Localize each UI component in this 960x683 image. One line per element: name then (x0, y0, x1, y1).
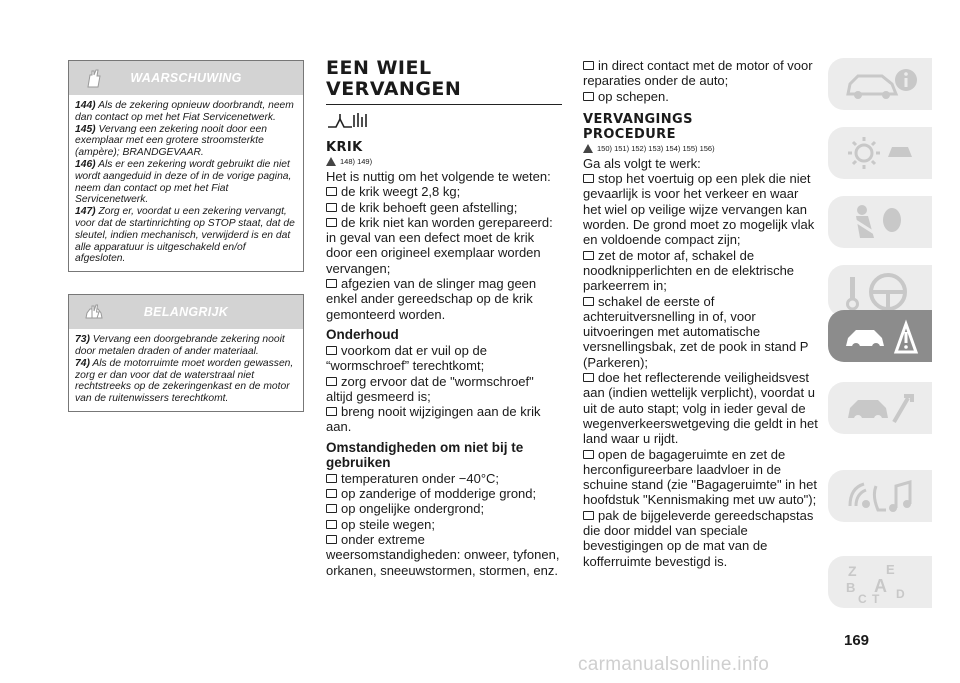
warning-item: 147) Zorg er, voordat u een zekering vervangt, voor dat de startinrichting op STOP staat, dat de sleutel, indien mechanisch, verwijderd is en dat alle apparatuur is uitgeschakeld en/of afgesloten. (75, 206, 295, 265)
car-info-icon (842, 64, 922, 106)
bullet-item: schakel de eerste of achteruitversnelling in of, voor uitvoeringen met automatische versnellingsbak, zet de pook in stand P (Parkeren); (583, 293, 809, 370)
bullet-item: afgezien van de slinger mag geen enkel ander gereedschap op de krik gemonteerd worden. (326, 276, 537, 322)
bullet-item: op schepen. (583, 89, 819, 104)
tab-car-info[interactable] (828, 58, 932, 110)
bullet-item: de krik weegt 2,8 kg; (326, 184, 562, 199)
warning-ref-icon (326, 157, 336, 166)
bullet-item: op ongelijke ondergrond; (326, 501, 562, 516)
airbag-safety-icon (842, 202, 922, 244)
warning-box (68, 60, 304, 272)
bullet-item: breng nooit wijzigingen aan de krik aan. (326, 404, 541, 435)
index-letter: B (846, 580, 856, 595)
index-letter: Z (848, 563, 857, 579)
warning-ref-icon (583, 144, 593, 153)
important-item: 74) Als de motorruimte moet worden gewassen, zorg er dan voor dat de waterstraal niet rechtstreeks op de zekeringenkast en de motor van de ruitenwissers terechtkomt. (75, 357, 294, 405)
warning-header (69, 61, 303, 95)
section-title: EEN WIEL VERVANGEN (326, 57, 462, 100)
jack-tool-icon (326, 111, 368, 131)
krik-title: KRIK (326, 140, 363, 155)
maintenance-car-icon (842, 388, 922, 430)
krik-refs: 148) 149) (326, 157, 562, 166)
procedure-refs: 150) 151) 152) 153) 154) 155) 156) (583, 144, 819, 153)
right-column (583, 58, 819, 569)
warning-title: WAARSCHUWING (130, 71, 242, 85)
important-item: 73) Vervang een doorgebrande zekering nooit door metalen draden of ander materiaal. (75, 334, 285, 357)
bullet-item: zet de motor af, schakel de noodknipperlichten en de elektrische parkeerrem in; (583, 247, 795, 294)
bullet-item: zorg ervoor dat de "wormschroef" altijd gesmeerd is; (326, 373, 534, 404)
maintenance-title: Onderhoud (326, 326, 399, 342)
bullet-item: de krik behoeft geen afstelling; (326, 200, 562, 215)
procedure-title: VERVANGINGS PROCEDURE (583, 111, 693, 142)
index-letter: E (886, 562, 895, 577)
index-letter: C (858, 592, 867, 604)
warning-item: 146) Als er een zekering wordt gebruikt die niet wordt aangeduid in deze of in de vorige pagina, neem dan contact op met het Fiat Servicenetwerk. (75, 158, 292, 206)
bullet-item: pak de bijgeleverde gereedschapstas die door middel van speciale bevestigingen op de mat van de kofferruimte bevestigd is. (583, 507, 814, 569)
intro-text: Ga als volgt te werk: (583, 155, 701, 171)
tab-dashboard-lights[interactable] (828, 127, 932, 179)
warning-item: 144) Als de zekering opnieuw doorbrandt, neem dan contact op met het Fiat Servicenetwerk. (75, 100, 294, 123)
important-header (69, 295, 303, 329)
multimedia-icon (842, 476, 922, 518)
important-body (69, 329, 303, 411)
bullet-item: op zanderige of modderige grond; (326, 486, 562, 501)
alphabetical-index-icon (842, 562, 922, 604)
intro-text: Het is nuttig om het volgende te weten: (326, 169, 551, 184)
bullet-item: stop het voertuig op een plek die niet gevaarlijk is voor het verkeer en waar het wiel op veilige wijze vervangen kan worden. De grond moet zo mogelijk vlak en voldoende compact zijn; (583, 171, 815, 248)
title-rule (326, 104, 562, 105)
tab-multimedia[interactable] (828, 470, 932, 522)
bullet-item: in direct contact met de motor of voor reparaties onder de auto; (583, 58, 813, 89)
index-letter: A (874, 576, 887, 596)
bullet-item: open de bagageruimte en zet de herconfigureerbare laadvloer in de schuine stand (zie "Bagageruimte" in het hoofdstuk "Kennismaking met uw auto"); (583, 446, 817, 508)
bullet-item: voorkom dat er vuil op de “wormschroef” terechtkomt; (326, 342, 487, 374)
paragraph: in geval van een defect moet de krik door een origineel exemplaar worden vervangen; (326, 230, 541, 276)
tab-emergency[interactable] (828, 310, 932, 362)
bullet-item: onder extreme (326, 532, 562, 547)
emergency-breakdown-icon (842, 316, 922, 358)
paragraph: weersomstandigheden: onweer, tyfonen, orkanen, sneeuwstormen, stormen, enz. (326, 547, 560, 578)
bullet-item: doe het reflecterende veiligheidsvest aan (indien wettelijk verplicht), voordat u uit de auto stapt; volg in ieder geval de wegenverkeerswetgeving die geldt in het land waar u rijdt. (583, 370, 818, 447)
important-title: BELANGRIJK (143, 305, 229, 320)
bullet-item: de krik niet kan worden gerepareerd: (326, 215, 562, 230)
tab-airbag-safety[interactable] (828, 196, 932, 248)
warning-item: 145) Vervang een zekering nooit door een exemplaar met een grotere stroomsterkte (ampère); BRANDGEVAAR. (75, 123, 267, 159)
tab-index[interactable] (828, 556, 932, 608)
conditions-title: Omstandigheden om niet bij te gebruiken (326, 439, 524, 470)
bullet-item: temperaturen onder −40°C; (326, 471, 562, 486)
steering-key-icon (842, 271, 922, 313)
middle-column (326, 58, 562, 578)
index-letter: T (872, 592, 880, 604)
bullet-item: op steile wegen; (326, 517, 562, 532)
important-box (68, 294, 304, 412)
left-column (68, 60, 304, 412)
page-number: 169 (844, 632, 870, 649)
warning-body (69, 95, 303, 271)
tab-maintenance[interactable] (828, 382, 932, 434)
dashboard-lights-icon (842, 133, 922, 175)
watermark: carmanualsonline.info (578, 654, 770, 675)
index-letter: D (896, 587, 905, 601)
